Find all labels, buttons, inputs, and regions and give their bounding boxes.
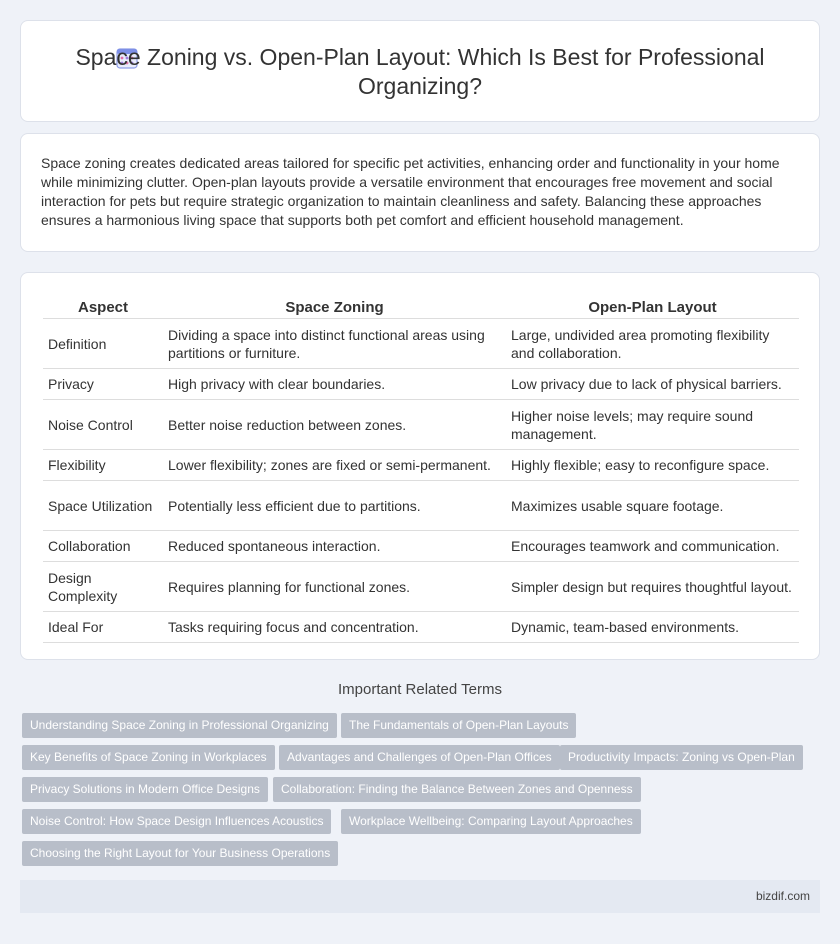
table-row [43, 562, 799, 612]
table-row [43, 450, 799, 481]
related-term-tag[interactable]: Advantages and Challenges of Open-Plan Offices [279, 745, 560, 770]
table-cell: Design Complexity [43, 562, 163, 612]
intro-paragraph: Space zoning creates dedicated areas tailored for specific pet activities, enhancing order and functionality in your home while minimizing clutter. Open-plan layouts provide a versatile environment that encourages free movement and social interaction for pets but require strategic organization to maintain cleanliness and safety. Balancing these approaches ensures a harmonious living space that supports both pet comfort and efficient household management. [41, 155, 780, 228]
table-cell: Maximizes usable square footage. [506, 481, 799, 531]
table-cell: Highly flexible; easy to reconfigure space. [506, 450, 799, 481]
table-cell: Large, undivided area promoting flexibility and collaboration. [506, 319, 799, 369]
table-cell: Requires planning for functional zones. [163, 562, 506, 612]
header-open-plan: Open-Plan Layout [506, 296, 799, 319]
related-term-tag[interactable]: Choosing the Right Layout for Your Business Operations [22, 841, 338, 866]
table-row [43, 319, 799, 369]
table-cell: Noise Control [43, 400, 163, 450]
table-cell: Dividing a space into distinct functional areas using partitions or furniture. [163, 319, 506, 369]
footer-site: bizdif.com [755, 889, 810, 903]
comparison-table [43, 296, 799, 643]
related-term-tag[interactable]: Workplace Wellbeing: Comparing Layout Approaches [341, 809, 641, 834]
table-cell: Simpler design but requires thoughtful layout. [506, 562, 799, 612]
table-cell: Ideal For [43, 612, 163, 643]
table-cell: Reduced spontaneous interaction. [163, 531, 506, 562]
footer [20, 880, 820, 913]
related-term-tag[interactable]: Noise Control: How Space Design Influences Acoustics [22, 809, 331, 834]
page-title: Space Zoning vs. Open-Plan Layout: Which Is Best for Professional Organizing? [75, 44, 765, 99]
table-row [43, 369, 799, 400]
header-space-zoning: Space Zoning [163, 296, 506, 319]
table-cell: Tasks requiring focus and concentration. [163, 612, 506, 643]
table-cell: Dynamic, team-based environments. [506, 612, 799, 643]
table-row [43, 400, 799, 450]
table-cell: Collaboration [43, 531, 163, 562]
table-cell: Definition [43, 319, 163, 369]
table-cell: Privacy [43, 369, 163, 400]
table-cell: Encourages teamwork and communication. [506, 531, 799, 562]
related-term-tag[interactable]: Understanding Space Zoning in Professional Organizing [22, 713, 337, 738]
related-term-tag[interactable]: Privacy Solutions in Modern Office Designs [22, 777, 268, 802]
table-cell: Potentially less efficient due to partitions. [163, 481, 506, 531]
table-cell: High privacy with clear boundaries. [163, 369, 506, 400]
table-row [43, 612, 799, 643]
related-term-tag[interactable]: Collaboration: Finding the Balance Between Zones and Openness [273, 777, 641, 802]
table-cell: Lower flexibility; zones are fixed or semi-permanent. [163, 450, 506, 481]
table-cell: Flexibility [43, 450, 163, 481]
related-term-tag[interactable]: The Fundamentals of Open-Plan Layouts [341, 713, 576, 738]
table-cell: Low privacy due to lack of physical barriers. [506, 369, 799, 400]
table-cell: Higher noise levels; may require sound management. [506, 400, 799, 450]
table-row [43, 481, 799, 531]
header-card [20, 20, 820, 122]
related-term-tag[interactable]: Key Benefits of Space Zoning in Workplaces [22, 745, 275, 770]
table-cell: Space Utilization [43, 481, 163, 531]
header-aspect: Aspect [43, 296, 163, 319]
comparison-card [20, 272, 820, 660]
table-cell: Better noise reduction between zones. [163, 400, 506, 450]
related-term-tag[interactable]: Productivity Impacts: Zoning vs Open-Plan [560, 745, 803, 770]
table-row [43, 531, 799, 562]
intro-card [20, 133, 820, 252]
table-header-row [43, 296, 799, 319]
related-terms-heading: Important Related Terms [338, 681, 502, 698]
